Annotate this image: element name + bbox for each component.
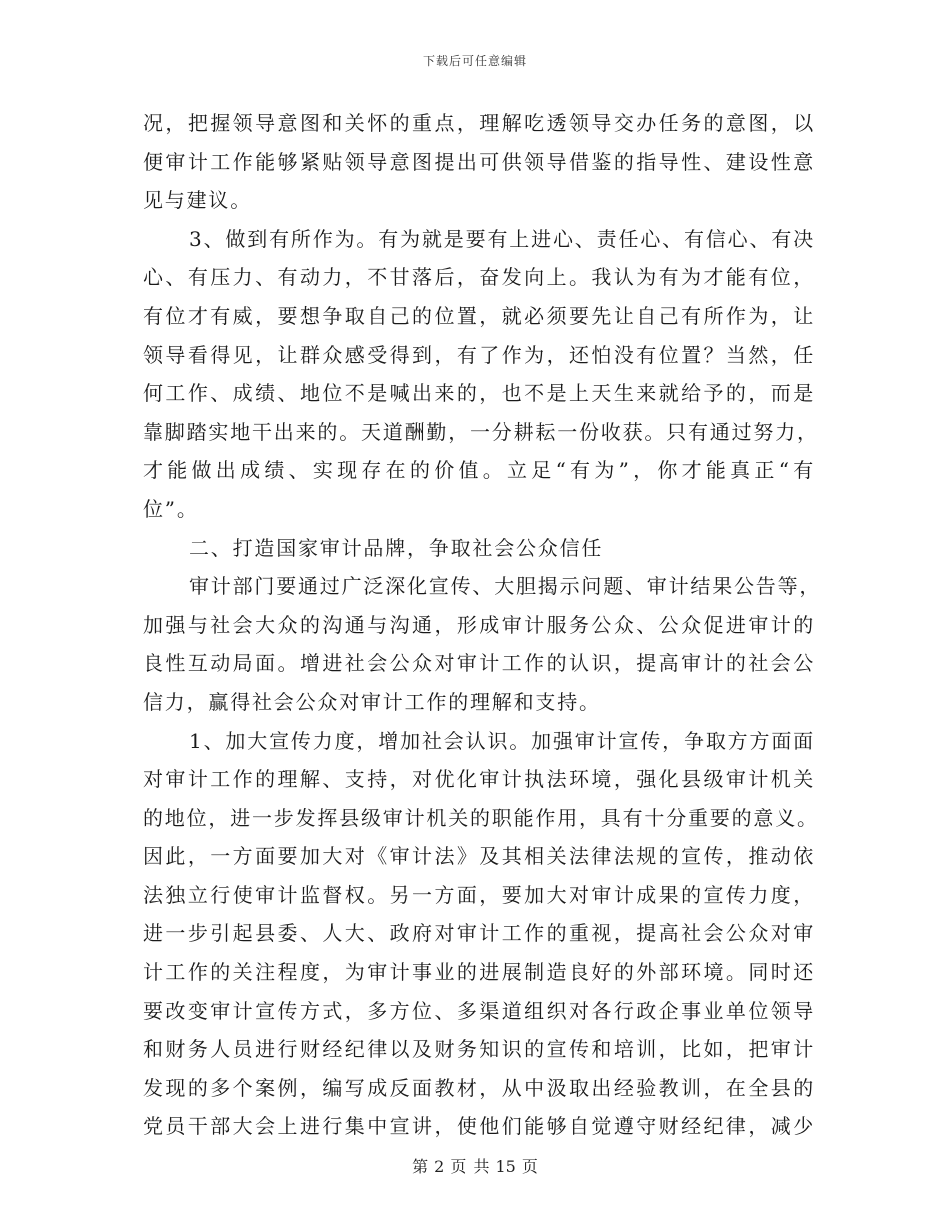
current-page-number: 2: [434, 1157, 445, 1176]
text-line: 计工作的关注程度，为审计事业的进展制造良好的外部环境。同时还: [143, 960, 815, 985]
text-line: 便审计工作能够紧贴领导意图提出可供领导借鉴的指导性、建设性意: [143, 149, 815, 174]
page-header: 下载后可任意编辑: [422, 54, 527, 68]
text-line: 1、加大宣传力度，增加社会认识。加强审计宣传，争取方方面面: [189, 728, 815, 753]
text-line: 何工作、成绩、地位不是喊出来的，也不是上天生来就给予的，而是: [143, 381, 815, 406]
page-footer: [0, 1154, 950, 1177]
text-line: 二、打造国家审计品牌，争取社会公众信任: [189, 535, 604, 560]
text-line: 有位才有威，要想争取自己的位置，就必须要先让自己有所作为，让: [143, 303, 815, 328]
document-body: [143, 104, 822, 1146]
text-line: 要改变审计宣传方式，多方位、多渠道组织对各行政企事业单位领导: [143, 998, 815, 1023]
text-line: 的地位，进一步发挥县级审计机关的职能作用，具有十分重要的意义。: [143, 805, 819, 830]
text-line: 因此，一方面要加大对《审计法》及其相关法律法规的宣传，推动依: [143, 844, 815, 869]
footer-suffix: 页: [521, 1157, 538, 1176]
text-line: 位”。: [143, 496, 199, 521]
text-line: 党员干部大会上进行集中宣讲，使他们能够自觉遵守财经纪律，减少: [143, 1114, 815, 1139]
text-line: 发现的多个案例，编写成反面教材，从中汲取出经验教训，在全县的: [143, 1075, 815, 1100]
text-line: 加强与社会大众的沟通与沟通，形成审计服务公众、公众促进审计的: [143, 612, 815, 637]
text-line: 况，把握领导意图和关怀的重点，理解吃透领导交办任务的意图，以: [143, 111, 815, 135]
text-line: 和财务人员进行财经纪律以及财务知识的宣传和培训，比如，把审计: [143, 1037, 815, 1062]
text-line: 领导看得见，让群众感受得到，有了作为，还怕没有位置？当然，任: [143, 342, 815, 367]
text-line: 心、有压力、有动力，不甘落后，奋发向上。我认为有为才能有位，: [143, 265, 815, 290]
text-line: 对审计工作的理解、支持，对优化审计执法环境，强化县级审计机关: [143, 767, 815, 792]
text-line: 见与建议。: [143, 188, 252, 213]
footer-middle: 页 共: [450, 1157, 490, 1176]
text-line: 进一步引起县委、人大、政府对审计工作的重视，提高社会公众对审: [143, 921, 815, 946]
text-line: 3、做到有所作为。有为就是要有上进心、责任心、有信心、有决: [189, 226, 815, 251]
text-line: 靠脚踏实地干出来的。天道酬勤，一分耕耘一份收获。只有通过努力，: [143, 419, 819, 444]
text-line: 信力，赢得社会公众对审计工作的理解和支持。: [143, 689, 601, 714]
total-pages-number: 15: [495, 1157, 516, 1176]
footer-prefix: 第: [412, 1157, 429, 1176]
text-line: 审计部门要通过广泛深化宣传、大胆揭示问题、审计结果公告等，: [189, 574, 822, 599]
text-line: 法独立行使审计监督权。另一方面，要加大对审计成果的宣传力度，: [143, 882, 815, 907]
text-line: 才能做出成绩、实现存在的价值。立足“有为”，你才能真正“有: [143, 458, 815, 483]
text-line: 良性互动局面。增进社会公众对审计工作的认识，提高审计的社会公: [143, 651, 815, 676]
